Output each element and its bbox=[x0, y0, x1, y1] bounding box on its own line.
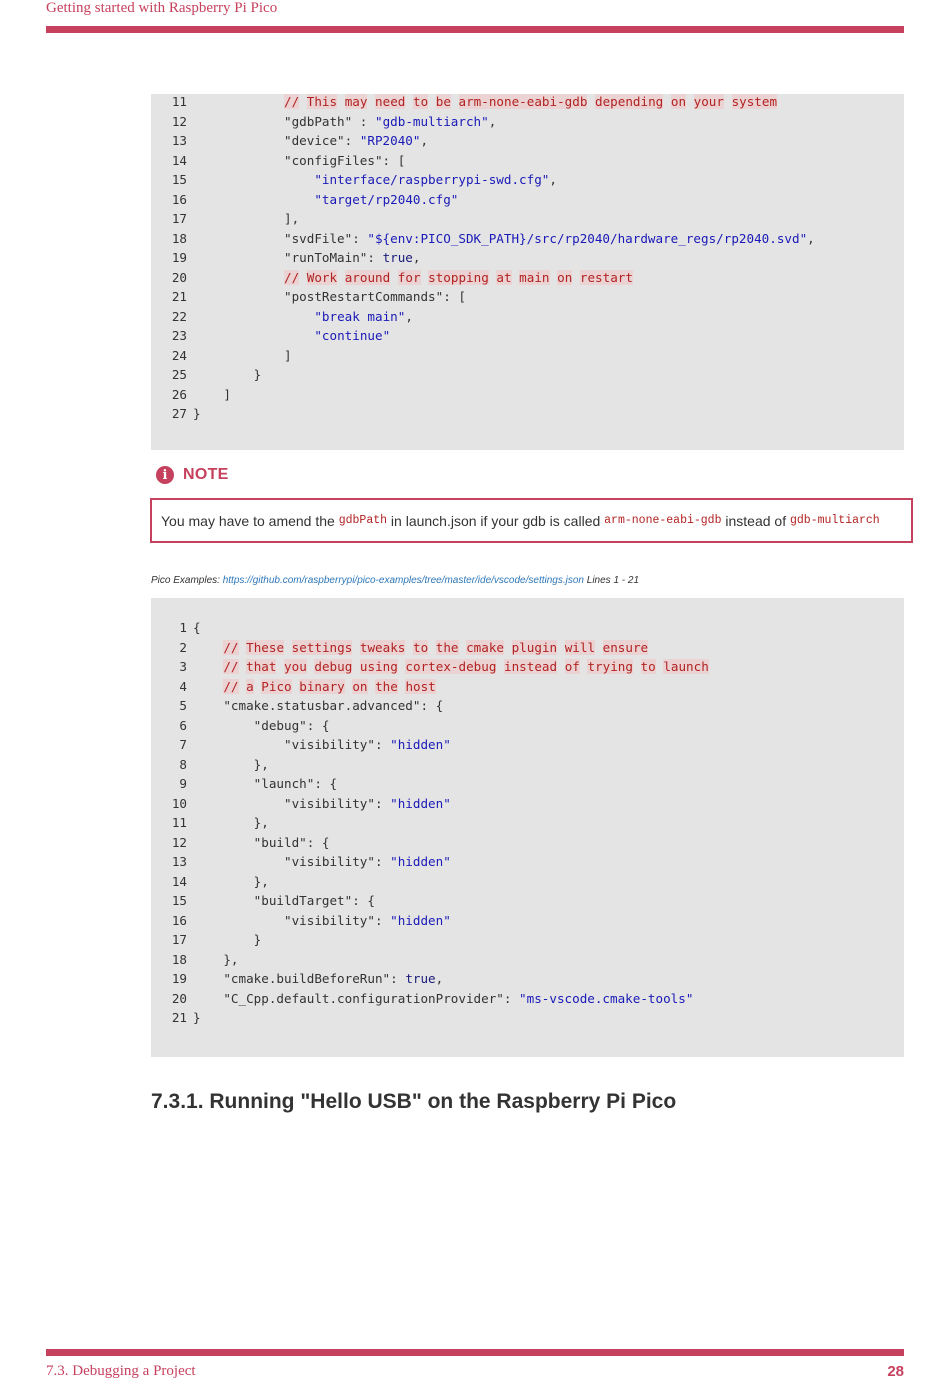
code-text bbox=[193, 774, 337, 794]
caption-prefix: Pico Examples: bbox=[151, 575, 223, 586]
code-text bbox=[193, 346, 292, 366]
caption-link[interactable]: https://github.com/raspberrypi/pico-examples/tree/master/ide/vscode/settings.json bbox=[222, 575, 584, 586]
line-number: 7 bbox=[179, 737, 187, 752]
line-number: 16 bbox=[171, 912, 187, 928]
code-text bbox=[193, 151, 405, 171]
code-text bbox=[193, 872, 269, 892]
code-text bbox=[193, 209, 299, 229]
code-line bbox=[151, 794, 904, 814]
code-text bbox=[193, 950, 239, 970]
line-number: 1 bbox=[179, 620, 187, 635]
line-number: 15 bbox=[171, 172, 187, 187]
code-string: "hidden" bbox=[390, 912, 451, 928]
code-line bbox=[151, 92, 904, 112]
line-number: 11 bbox=[171, 94, 187, 109]
line-number: 26 bbox=[171, 386, 187, 402]
code-text bbox=[193, 131, 428, 151]
note-text: in launch.json if your gdb is called bbox=[387, 512, 605, 529]
code-token: , bbox=[488, 113, 497, 129]
code-keyword: true bbox=[405, 971, 436, 986]
code-text bbox=[193, 92, 777, 112]
line-number: 10 bbox=[171, 795, 187, 811]
line-number: 21 bbox=[171, 1010, 187, 1025]
code-block-settings-json bbox=[151, 598, 904, 1057]
code-token: "visibility": bbox=[193, 912, 391, 928]
code-line bbox=[151, 716, 904, 736]
code-token bbox=[193, 679, 223, 694]
note-code-gdb-multiarch: gdb-multiarch bbox=[789, 514, 880, 527]
line-number: 25 bbox=[171, 367, 187, 382]
code-text bbox=[193, 112, 496, 132]
code-token: }, bbox=[193, 756, 269, 772]
line-number: 17 bbox=[171, 932, 187, 947]
code-token: ] bbox=[193, 347, 292, 363]
line-number: 16 bbox=[171, 191, 187, 207]
code-text bbox=[193, 930, 261, 950]
line-number: 19 bbox=[171, 250, 187, 265]
code-line bbox=[151, 170, 904, 190]
note-text: instead of bbox=[721, 512, 790, 529]
code-token: "C_Cpp.default.configurationProvider": bbox=[193, 990, 520, 1006]
note-code-arm-gdb: arm-none-eabi-gdb bbox=[604, 514, 722, 527]
code-line bbox=[151, 813, 904, 833]
code-line bbox=[151, 190, 904, 210]
code-line bbox=[151, 891, 904, 911]
line-number: 2 bbox=[179, 639, 187, 655]
caption-suffix: Lines 1 - 21 bbox=[583, 575, 640, 586]
code-line bbox=[151, 774, 904, 794]
code-text bbox=[193, 287, 466, 307]
code-line bbox=[151, 755, 904, 775]
page-number: 28 bbox=[887, 1363, 904, 1380]
code-line bbox=[151, 969, 904, 989]
code-token: "svdFile": bbox=[193, 230, 368, 246]
line-number: 13 bbox=[171, 854, 187, 869]
footer-rule bbox=[46, 1349, 904, 1356]
code-token: ], bbox=[193, 211, 300, 226]
code-text bbox=[193, 170, 557, 190]
code-token: , bbox=[435, 971, 444, 986]
line-number: 12 bbox=[171, 834, 187, 850]
note-header bbox=[156, 464, 229, 486]
code-token: "configFiles": [ bbox=[193, 152, 406, 168]
line-number: 12 bbox=[171, 113, 187, 129]
running-header: Getting started with Raspberry Pi Pico bbox=[46, 0, 278, 16]
code-line bbox=[151, 852, 904, 872]
code-token: "cmake.buildBeforeRun": bbox=[193, 971, 406, 986]
code-token: , bbox=[405, 308, 413, 324]
code-line bbox=[151, 833, 904, 853]
code-line bbox=[151, 326, 904, 346]
line-number: 20 bbox=[171, 990, 187, 1006]
line-number: 6 bbox=[179, 717, 187, 733]
code-token: "visibility": bbox=[193, 795, 391, 811]
line-number: 18 bbox=[171, 230, 187, 246]
code-text bbox=[193, 969, 443, 989]
code-text bbox=[193, 852, 451, 872]
code-text bbox=[193, 794, 451, 814]
line-number: 21 bbox=[171, 289, 187, 304]
code-token: "buildTarget": { bbox=[193, 893, 375, 908]
code-line bbox=[151, 307, 904, 327]
code-line bbox=[151, 404, 904, 424]
code-token: } bbox=[193, 406, 201, 421]
code-text bbox=[193, 326, 390, 346]
line-number: 27 bbox=[171, 406, 187, 421]
code-token bbox=[193, 309, 314, 324]
code-token: "cmake.statusbar.advanced": { bbox=[193, 698, 444, 713]
code-token: , bbox=[412, 250, 421, 265]
code-text bbox=[193, 657, 709, 677]
code-line bbox=[151, 1008, 904, 1028]
code-line bbox=[151, 950, 904, 970]
code-token: { bbox=[193, 620, 201, 635]
code-token bbox=[193, 270, 284, 285]
code-string: "hidden" bbox=[390, 795, 451, 811]
code-line bbox=[151, 365, 904, 385]
code-line bbox=[151, 229, 904, 249]
code-line bbox=[151, 287, 904, 307]
code-text bbox=[193, 1008, 201, 1028]
code-string: "target/rp2040.cfg" bbox=[314, 191, 459, 207]
code-token: "visibility": bbox=[193, 854, 391, 869]
code-string: "gdb-multiarch" bbox=[374, 113, 489, 129]
code-token bbox=[193, 192, 314, 207]
code-caption bbox=[151, 575, 639, 586]
code-block-launch-json bbox=[151, 94, 904, 450]
code-token: "runToMain": bbox=[193, 250, 383, 265]
line-number: 13 bbox=[171, 133, 187, 148]
code-token: , bbox=[420, 133, 429, 148]
code-string: "break main" bbox=[314, 308, 406, 324]
code-token bbox=[193, 172, 314, 187]
code-line bbox=[151, 209, 904, 229]
code-token: "launch": { bbox=[193, 776, 338, 791]
code-text bbox=[193, 404, 201, 424]
code-text bbox=[193, 891, 375, 911]
code-string: "continue" bbox=[314, 328, 391, 343]
code-token: "build": { bbox=[193, 834, 330, 850]
code-text bbox=[193, 833, 329, 853]
code-text bbox=[193, 638, 648, 658]
code-comment: // These settings tweaks to the cmake plugin will ensure bbox=[223, 639, 649, 655]
code-token bbox=[193, 94, 284, 109]
code-line bbox=[151, 151, 904, 171]
code-text bbox=[193, 307, 413, 327]
code-line bbox=[151, 131, 904, 151]
code-line bbox=[151, 112, 904, 132]
code-token: }, bbox=[193, 951, 239, 967]
code-comment: // Work around for stopping at main on restart bbox=[284, 269, 633, 285]
code-token: "visibility": bbox=[193, 737, 391, 752]
line-number: 11 bbox=[171, 815, 187, 830]
code-string: "hidden" bbox=[390, 737, 451, 752]
code-token: ] bbox=[193, 386, 231, 402]
code-token: }, bbox=[193, 815, 269, 830]
code-text bbox=[193, 618, 201, 638]
code-line bbox=[151, 248, 904, 268]
code-line bbox=[151, 618, 904, 638]
code-line bbox=[151, 268, 904, 288]
code-token: } bbox=[193, 1010, 201, 1025]
code-comment: // a Pico binary on the host bbox=[223, 678, 436, 694]
code-text bbox=[193, 911, 451, 931]
note-box bbox=[150, 498, 913, 543]
code-token: } bbox=[193, 367, 262, 382]
code-string: "interface/raspberrypi-swd.cfg" bbox=[314, 172, 550, 187]
code-text bbox=[193, 813, 269, 833]
code-token: , bbox=[807, 230, 815, 246]
code-line bbox=[151, 735, 904, 755]
code-text bbox=[193, 989, 693, 1009]
code-line bbox=[151, 989, 904, 1009]
code-string: "${env:PICO_SDK_PATH}/src/rp2040/hardware_regs/rp2040.svd" bbox=[367, 230, 808, 246]
code-line bbox=[151, 911, 904, 931]
code-line bbox=[151, 677, 904, 697]
code-text bbox=[193, 190, 458, 210]
code-token: "debug": { bbox=[193, 717, 330, 733]
code-token: "gdbPath" : bbox=[193, 113, 375, 129]
code-string: "hidden" bbox=[390, 854, 451, 869]
code-keyword: true bbox=[382, 250, 413, 265]
code-text bbox=[193, 365, 261, 385]
line-number: 22 bbox=[171, 308, 187, 324]
code-comment: // This may need to be arm-none-eabi-gdb depending on your system bbox=[284, 94, 778, 109]
section-heading: 7.3.1. Running "Hello USB" on the Raspberry Pi Pico bbox=[151, 1090, 677, 1113]
note-text: You may have to amend the bbox=[161, 512, 339, 529]
code-text bbox=[193, 229, 815, 249]
code-comment: // that you debug using cortex-debug instead of trying to launch bbox=[223, 659, 709, 674]
line-number: 24 bbox=[171, 347, 187, 363]
line-number: 23 bbox=[171, 328, 187, 343]
code-token: "postRestartCommands": [ bbox=[193, 289, 466, 304]
note-code-gdbpath: gdbPath bbox=[338, 514, 388, 527]
code-text bbox=[193, 385, 231, 405]
code-line bbox=[151, 872, 904, 892]
code-line bbox=[151, 638, 904, 658]
line-number: 20 bbox=[171, 269, 187, 285]
code-string: "RP2040" bbox=[359, 133, 421, 148]
info-icon: i bbox=[156, 466, 174, 484]
code-token: } bbox=[193, 932, 262, 947]
code-string: "ms-vscode.cmake-tools" bbox=[519, 990, 694, 1006]
note-title: NOTE bbox=[183, 466, 229, 483]
code-text bbox=[193, 716, 329, 736]
code-text bbox=[193, 268, 633, 288]
line-number: 3 bbox=[179, 659, 187, 674]
line-number: 8 bbox=[179, 756, 187, 772]
code-token: }, bbox=[193, 873, 269, 889]
code-token bbox=[193, 640, 223, 655]
line-number: 14 bbox=[171, 873, 187, 889]
code-line bbox=[151, 657, 904, 677]
code-text bbox=[193, 248, 421, 268]
code-token: "device": bbox=[193, 133, 360, 148]
code-token: , bbox=[549, 172, 557, 187]
line-number: 9 bbox=[179, 776, 187, 791]
code-text bbox=[193, 696, 443, 716]
code-token bbox=[193, 659, 223, 674]
code-text bbox=[193, 677, 436, 697]
line-number: 18 bbox=[171, 951, 187, 967]
code-text bbox=[193, 755, 269, 775]
line-number: 5 bbox=[179, 698, 187, 713]
code-line bbox=[151, 346, 904, 366]
code-text bbox=[193, 735, 451, 755]
line-number: 15 bbox=[171, 893, 187, 908]
line-number: 4 bbox=[179, 678, 187, 694]
line-number: 14 bbox=[171, 152, 187, 168]
line-number: 19 bbox=[171, 971, 187, 986]
header-rule bbox=[46, 26, 904, 33]
code-token bbox=[193, 328, 314, 343]
code-line bbox=[151, 930, 904, 950]
footer-section: 7.3. Debugging a Project bbox=[46, 1363, 196, 1379]
line-number: 17 bbox=[171, 211, 187, 226]
code-line bbox=[151, 385, 904, 405]
code-line bbox=[151, 696, 904, 716]
